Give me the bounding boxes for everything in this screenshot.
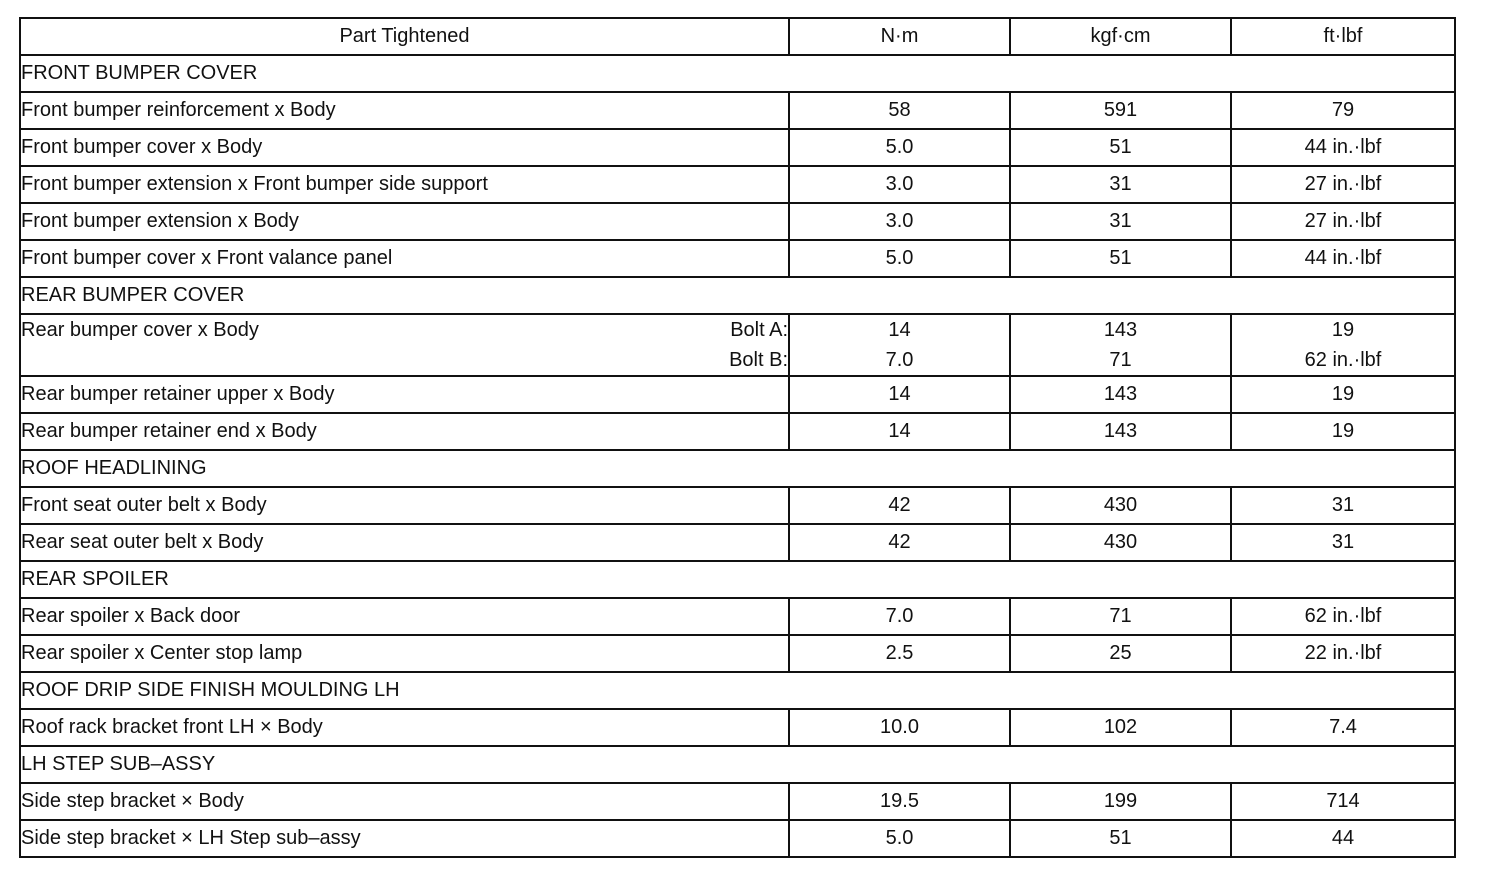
kgfcm-cell: 31 xyxy=(1010,203,1231,240)
ftlbf-cell: 44 in.·lbf xyxy=(1231,240,1455,277)
table-row xyxy=(20,240,1455,277)
kgfcm-cell: 51 xyxy=(1010,820,1231,857)
part-name-cell: Front bumper cover x Body xyxy=(20,129,789,166)
section-row xyxy=(20,672,1455,709)
section-row xyxy=(20,277,1455,314)
part-name-cell: Side step bracket × Body xyxy=(20,783,789,820)
section-heading: LH STEP SUB–ASSY xyxy=(20,746,1455,783)
header-part-tightened: Part Tightened xyxy=(20,18,789,55)
part-name-cell: Rear seat outer belt x Body xyxy=(20,524,789,561)
table-row xyxy=(20,129,1455,166)
ftlbf-cell: 31 xyxy=(1231,524,1455,561)
bolt-label: Bolt B: xyxy=(729,349,788,371)
table-header-row xyxy=(20,18,1455,55)
ftlbf-cell: 19 xyxy=(1231,376,1455,413)
kgfcm-cell: 51 xyxy=(1010,240,1231,277)
header-nm: N·m xyxy=(789,18,1010,55)
nm-cell: 10.0 xyxy=(789,709,1010,746)
part-name-cell: Front bumper extension x Front bumper side support xyxy=(20,166,789,203)
section-row xyxy=(20,561,1455,598)
table-row xyxy=(20,166,1455,203)
table-row xyxy=(20,635,1455,672)
kgfcm-cell: 71 xyxy=(1010,598,1231,635)
table-row xyxy=(20,820,1455,857)
kgfcm-cell: 51 xyxy=(1010,129,1231,166)
nm-cell: 3.0 xyxy=(789,203,1010,240)
bolt-value: 62 in.·lbf xyxy=(1304,349,1382,371)
nm-cell: 2.5 xyxy=(789,635,1010,672)
ftlbf-cell: 27 in.·lbf xyxy=(1231,203,1455,240)
bolt-value: 7.0 xyxy=(885,349,914,371)
part-name: Rear bumper cover x Body xyxy=(21,319,259,341)
part-name-cell: Rear bumper retainer upper x Body xyxy=(20,376,789,413)
part-name-cell: Front bumper reinforcement x Body xyxy=(20,92,789,129)
table-row xyxy=(20,487,1455,524)
bolt-value: 71 xyxy=(1109,349,1132,371)
ftlbf-cell: 714 xyxy=(1231,783,1455,820)
ftlbf-cell: 31 xyxy=(1231,487,1455,524)
nm-cell: 14 xyxy=(789,413,1010,450)
bolt-labels xyxy=(729,315,788,375)
kgfcm-cell: 31 xyxy=(1010,166,1231,203)
table-row xyxy=(20,92,1455,129)
kgfcm-cell: 143 xyxy=(1010,413,1231,450)
bolt-value: 19 xyxy=(1331,319,1355,341)
nm-cell: 5.0 xyxy=(789,240,1010,277)
ftlbf-cell: 27 in.·lbf xyxy=(1231,166,1455,203)
nm-cell: 3.0 xyxy=(789,166,1010,203)
ftlbf-cell xyxy=(1231,314,1455,376)
nm-cell: 42 xyxy=(789,487,1010,524)
nm-cell: 5.0 xyxy=(789,820,1010,857)
header-ftlbf: ft·lbf xyxy=(1231,18,1455,55)
section-row xyxy=(20,55,1455,92)
kgfcm-cell: 591 xyxy=(1010,92,1231,129)
ftlbf-cell: 44 in.·lbf xyxy=(1231,129,1455,166)
part-name-cell: Front bumper extension x Body xyxy=(20,203,789,240)
table-row xyxy=(20,203,1455,240)
part-name-cell: Rear spoiler x Center stop lamp xyxy=(20,635,789,672)
part-name-cell: Front bumper cover x Front valance panel xyxy=(20,240,789,277)
table-row xyxy=(20,783,1455,820)
nm-cell: 42 xyxy=(789,524,1010,561)
table-row xyxy=(20,598,1455,635)
section-row xyxy=(20,746,1455,783)
kgfcm-cell: 199 xyxy=(1010,783,1231,820)
kgfcm-cell: 143 xyxy=(1010,376,1231,413)
nm-cell: 7.0 xyxy=(789,598,1010,635)
ftlbf-cell: 44 xyxy=(1231,820,1455,857)
section-row xyxy=(20,450,1455,487)
part-name-cell: Rear bumper retainer end x Body xyxy=(20,413,789,450)
table-row xyxy=(20,524,1455,561)
table-row-multi xyxy=(20,314,1455,376)
nm-cell xyxy=(789,314,1010,376)
table-row xyxy=(20,709,1455,746)
section-heading: FRONT BUMPER COVER xyxy=(20,55,1455,92)
part-name-cell xyxy=(20,314,789,376)
section-heading: REAR BUMPER COVER xyxy=(20,277,1455,314)
ftlbf-cell: 62 in.·lbf xyxy=(1231,598,1455,635)
kgfcm-cell: 430 xyxy=(1010,524,1231,561)
part-name-cell: Roof rack bracket front LH × Body xyxy=(20,709,789,746)
bolt-value: 14 xyxy=(888,319,911,341)
ftlbf-cell: 22 in.·lbf xyxy=(1231,635,1455,672)
section-heading: REAR SPOILER xyxy=(20,561,1455,598)
header-kgfcm: kgf·cm xyxy=(1010,18,1231,55)
nm-cell: 58 xyxy=(789,92,1010,129)
section-heading: ROOF HEADLINING xyxy=(20,450,1455,487)
bolt-value: 143 xyxy=(1103,319,1138,341)
torque-specification-table xyxy=(19,17,1456,858)
kgfcm-cell: 25 xyxy=(1010,635,1231,672)
nm-cell: 14 xyxy=(789,376,1010,413)
section-heading: ROOF DRIP SIDE FINISH MOULDING LH xyxy=(20,672,1455,709)
bolt-label: Bolt A: xyxy=(730,319,788,341)
table-row xyxy=(20,413,1455,450)
ftlbf-cell: 79 xyxy=(1231,92,1455,129)
nm-cell: 19.5 xyxy=(789,783,1010,820)
part-name-cell: Side step bracket × LH Step sub–assy xyxy=(20,820,789,857)
kgfcm-cell xyxy=(1010,314,1231,376)
ftlbf-cell: 19 xyxy=(1231,413,1455,450)
part-name-cell: Front seat outer belt x Body xyxy=(20,487,789,524)
table-body xyxy=(20,55,1455,857)
kgfcm-cell: 430 xyxy=(1010,487,1231,524)
part-name-cell: Rear spoiler x Back door xyxy=(20,598,789,635)
table-row xyxy=(20,376,1455,413)
nm-cell: 5.0 xyxy=(789,129,1010,166)
kgfcm-cell: 102 xyxy=(1010,709,1231,746)
ftlbf-cell: 7.4 xyxy=(1231,709,1455,746)
